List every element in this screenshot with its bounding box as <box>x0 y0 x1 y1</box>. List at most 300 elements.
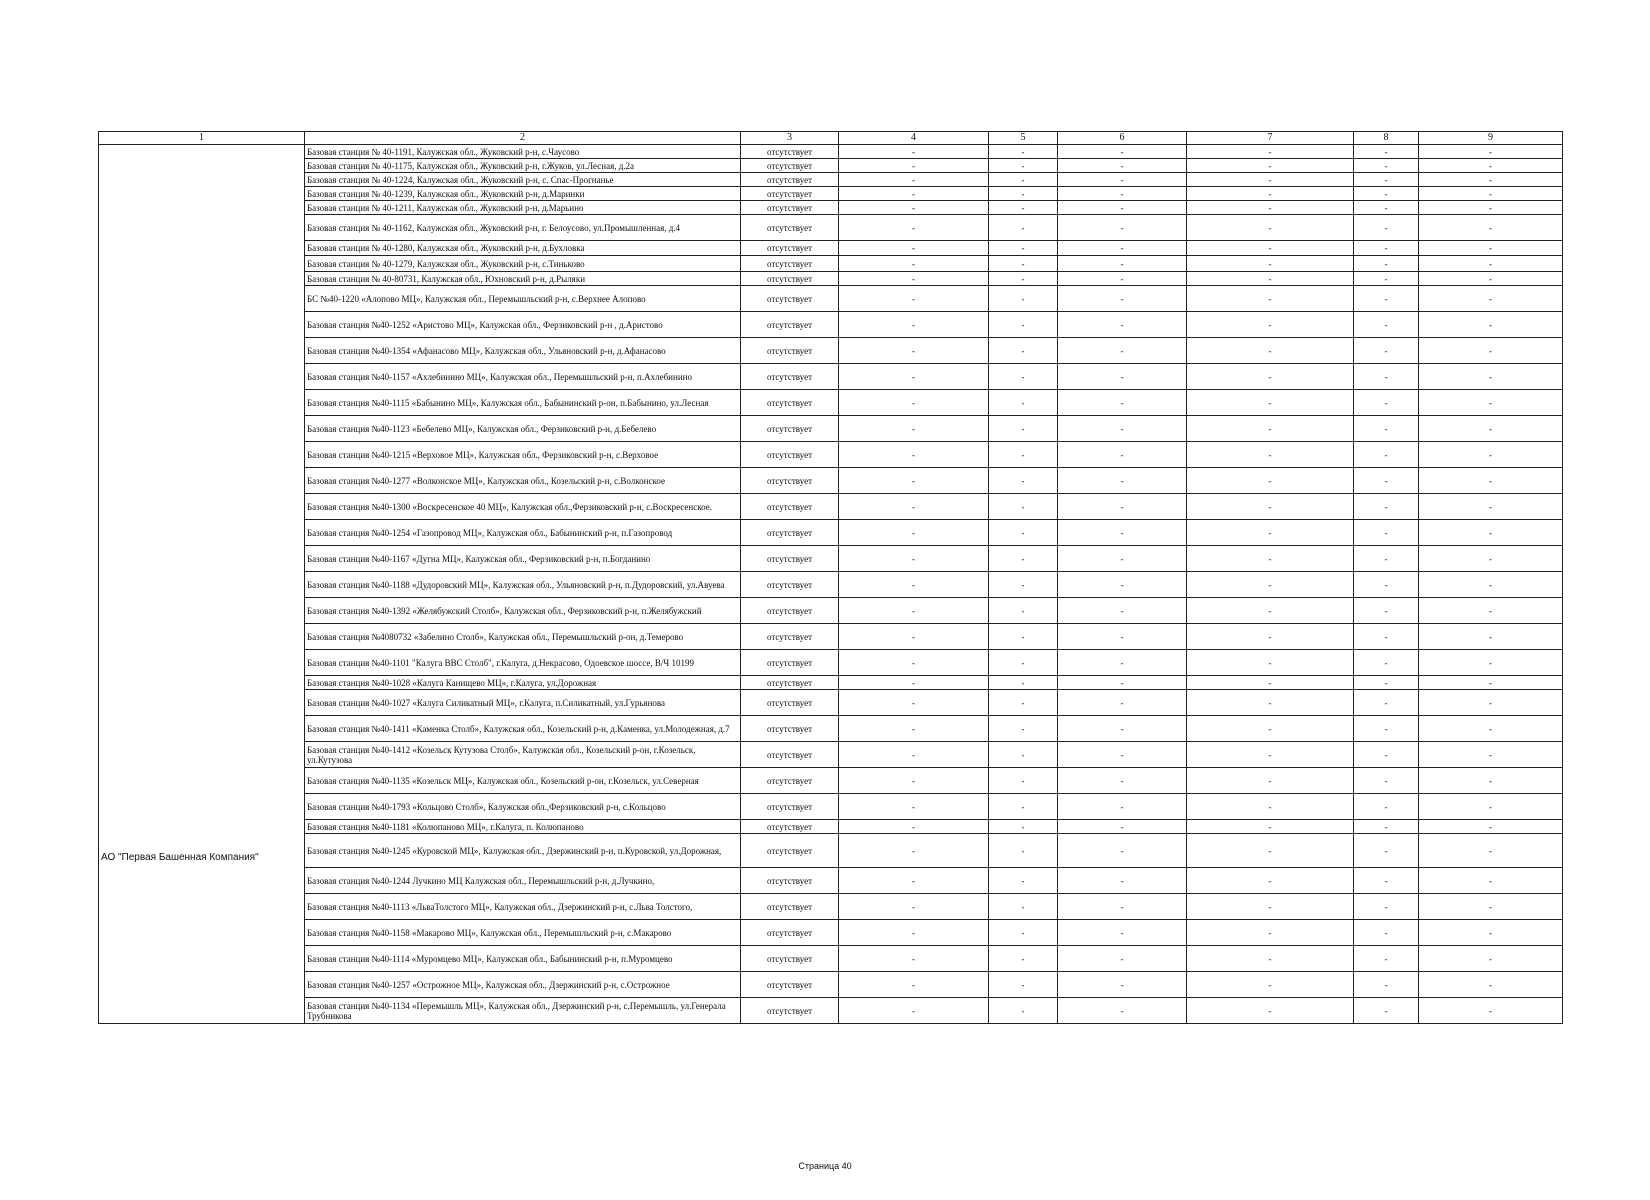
dash-cell: - <box>1354 868 1419 894</box>
dash-cell: - <box>839 894 989 920</box>
table-row <box>99 272 1563 286</box>
dash-cell: - <box>1058 272 1187 286</box>
dash-cell: - <box>839 650 989 676</box>
dash-cell: - <box>839 834 989 868</box>
table-row <box>99 742 1563 768</box>
dash-cell: - <box>1058 676 1187 690</box>
dash-cell: - <box>1419 972 1563 998</box>
dash-cell: - <box>1058 742 1187 768</box>
dash-cell: - <box>1354 338 1419 364</box>
dash-cell: - <box>1354 468 1419 494</box>
station-description: Базовая станция №40-1028 «Калуга Канищево МЦ», г.Калуга, ул.Дорожная <box>305 676 741 690</box>
dash-cell: - <box>1187 201 1354 215</box>
dash-cell: - <box>1058 946 1187 972</box>
dash-cell: - <box>1354 159 1419 173</box>
table-row <box>99 145 1563 159</box>
dash-cell: - <box>1419 312 1563 338</box>
table-row <box>99 894 1563 920</box>
dash-cell: - <box>1187 338 1354 364</box>
station-description: Базовая станция №40-1113 «ЛьваТолстого МЦ», Калужская обл., Дзержинский р-н, с.Льва Толстого, <box>305 894 741 920</box>
dash-cell: - <box>1419 187 1563 201</box>
station-description: Базовая станция №40-1101 "Калуга ВВС Столб", г.Калуга, д.Некрасово, Одоевское шоссе, В/Ч 10199 <box>305 650 741 676</box>
station-description: Базовая станция №40-1411 «Каменка Столб», Калужская обл., Козельский р-н, д.Каменка, ул.Молодежная, д.7 <box>305 716 741 742</box>
status-cell: отсутствует <box>741 159 839 173</box>
dash-cell: - <box>1187 920 1354 946</box>
dash-cell: - <box>839 768 989 794</box>
dash-cell: - <box>1187 546 1354 572</box>
station-description: Базовая станция №40-1252 «Аристово МЦ», Калужская обл., Ферзиковский р-н , д.Аристово <box>305 312 741 338</box>
dash-cell: - <box>1058 215 1187 241</box>
dash-cell: - <box>1058 201 1187 215</box>
status-cell: отсутствует <box>741 272 839 286</box>
dash-cell: - <box>989 494 1058 520</box>
dash-cell: - <box>1419 468 1563 494</box>
station-description: Базовая станция №40-1245 «Куровской МЦ», Калужская обл., Дзержинский р-н, п.Куровской, ул.Дорожная, <box>305 834 741 868</box>
dash-cell: - <box>1354 834 1419 868</box>
dash-cell: - <box>1419 998 1563 1024</box>
status-cell: отсутствует <box>741 520 839 546</box>
table-row <box>99 716 1563 742</box>
status-cell: отсутствует <box>741 390 839 416</box>
document-table <box>98 131 1563 1024</box>
dash-cell: - <box>1419 920 1563 946</box>
dash-cell: - <box>1187 676 1354 690</box>
dash-cell: - <box>1354 312 1419 338</box>
station-description: Базовая станция №40-1392 «Желябужский Столб», Калужская обл., Ферзиковский р-н, п.Желябужский <box>305 598 741 624</box>
dash-cell: - <box>989 187 1058 201</box>
table-row <box>99 201 1563 215</box>
status-cell: отсутствует <box>741 676 839 690</box>
dash-cell: - <box>1058 145 1187 159</box>
dash-cell: - <box>1187 946 1354 972</box>
dash-cell: - <box>1354 173 1419 187</box>
station-description: Базовая станция №40-1181 «Колюпаново МЦ», г.Калуга, п. Колюпаново <box>305 820 741 834</box>
table-row <box>99 256 1563 272</box>
table-row <box>99 187 1563 201</box>
table-row <box>99 598 1563 624</box>
dash-cell: - <box>1187 416 1354 442</box>
status-cell: отсутствует <box>741 972 839 998</box>
column-header: 8 <box>1354 132 1419 145</box>
dash-cell: - <box>1354 286 1419 312</box>
dash-cell: - <box>1419 572 1563 598</box>
status-cell: отсутствует <box>741 145 839 159</box>
dash-cell: - <box>1354 624 1419 650</box>
table-row <box>99 173 1563 187</box>
table-row <box>99 868 1563 894</box>
table-row <box>99 520 1563 546</box>
dash-cell: - <box>989 338 1058 364</box>
dash-cell: - <box>1058 716 1187 742</box>
station-description: Базовая станция №40-1300 «Воскресенское 40 МЦ», Калужская обл.,Ферзиковский р-н, с.Воскресенское. <box>305 494 741 520</box>
dash-cell: - <box>839 272 989 286</box>
status-cell: отсутствует <box>741 894 839 920</box>
dash-cell: - <box>989 468 1058 494</box>
dash-cell: - <box>1354 998 1419 1024</box>
dash-cell: - <box>839 794 989 820</box>
dash-cell: - <box>839 145 989 159</box>
status-cell: отсутствует <box>741 998 839 1024</box>
table-row <box>99 546 1563 572</box>
dash-cell: - <box>989 598 1058 624</box>
dash-cell: - <box>839 742 989 768</box>
table-row <box>99 972 1563 998</box>
station-description: БС №40-1220 «Алопово МЦ», Калужская обл., Перемышльский р-н, с.Верхнее Алопово <box>305 286 741 312</box>
dash-cell: - <box>1058 998 1187 1024</box>
dash-cell: - <box>839 546 989 572</box>
table-row <box>99 312 1563 338</box>
dash-cell: - <box>1187 390 1354 416</box>
status-cell: отсутствует <box>741 338 839 364</box>
dash-cell: - <box>1187 520 1354 546</box>
station-description: Базовая станция № 40-1162, Калужская обл., Жуковский р-н, г. Белоусово, ул.Промышленная, д.4 <box>305 215 741 241</box>
dash-cell: - <box>989 390 1058 416</box>
dash-cell: - <box>1354 690 1419 716</box>
dash-cell: - <box>1419 215 1563 241</box>
dash-cell: - <box>989 768 1058 794</box>
dash-cell: - <box>839 390 989 416</box>
dash-cell: - <box>1058 768 1187 794</box>
dash-cell: - <box>1419 768 1563 794</box>
dash-cell: - <box>1058 416 1187 442</box>
station-description: Базовая станция №40-1115 «Бабынино МЦ», Калужская обл., Бабынинский р-он, п.Бабынино, ул.Лесная <box>305 390 741 416</box>
dash-cell: - <box>1419 364 1563 390</box>
dash-cell: - <box>1058 390 1187 416</box>
dash-cell: - <box>989 215 1058 241</box>
status-cell: отсутствует <box>741 920 839 946</box>
dash-cell: - <box>1419 716 1563 742</box>
dash-cell: - <box>1058 520 1187 546</box>
dash-cell: - <box>1058 241 1187 256</box>
dash-cell: - <box>1354 676 1419 690</box>
station-description: Базовая станция № 40-1239, Калужская обл., Жуковский р-н, д.Маринки <box>305 187 741 201</box>
dash-cell: - <box>1419 520 1563 546</box>
table-row <box>99 338 1563 364</box>
dash-cell: - <box>989 998 1058 1024</box>
dash-cell: - <box>1419 676 1563 690</box>
status-cell: отсутствует <box>741 256 839 272</box>
status-cell: отсутствует <box>741 468 839 494</box>
dash-cell: - <box>1187 650 1354 676</box>
table-row <box>99 998 1563 1024</box>
station-description: Базовая станция №40-1157 «Ахлебинино МЦ», Калужская обл., Перемышльский р-н, п.Ахлебинино <box>305 364 741 390</box>
status-cell: отсутствует <box>741 834 839 868</box>
table-row <box>99 946 1563 972</box>
dash-cell: - <box>989 272 1058 286</box>
dash-cell: - <box>989 946 1058 972</box>
dash-cell: - <box>1058 256 1187 272</box>
dash-cell: - <box>1058 794 1187 820</box>
column-header: 3 <box>741 132 839 145</box>
station-description: Базовая станция №40-1254 «Газопровод МЦ», Калужская обл., Бабынинский р-н, п.Газопровод <box>305 520 741 546</box>
station-description: Базовая станция №40-1158 «Макарово МЦ», Калужская обл., Перемышльский р-н, с.Макарово <box>305 920 741 946</box>
dash-cell: - <box>1419 286 1563 312</box>
table-row <box>99 624 1563 650</box>
dash-cell: - <box>1058 920 1187 946</box>
dash-cell: - <box>989 894 1058 920</box>
status-cell: отсутствует <box>741 241 839 256</box>
station-description: Базовая станция №40-1793 «Кольцово Столб», Калужская обл.,Ферзиковский р-н, с.Кольцово <box>305 794 741 820</box>
dash-cell: - <box>1058 572 1187 598</box>
status-cell: отсутствует <box>741 572 839 598</box>
status-cell: отсутствует <box>741 868 839 894</box>
station-description: Базовая станция №40-1244 Лучкино МЦ Калужская обл., Перемышльский р-н, д.Лучкино, <box>305 868 741 894</box>
dash-cell: - <box>839 312 989 338</box>
column-header: 7 <box>1187 132 1354 145</box>
dash-cell: - <box>1419 390 1563 416</box>
dash-cell: - <box>839 998 989 1024</box>
dash-cell: - <box>839 416 989 442</box>
dash-cell: - <box>1058 364 1187 390</box>
dash-cell: - <box>1419 650 1563 676</box>
dash-cell: - <box>1354 946 1419 972</box>
dash-cell: - <box>1354 794 1419 820</box>
dash-cell: - <box>989 201 1058 215</box>
dash-cell: - <box>1058 624 1187 650</box>
station-description: Базовая станция №40-1257 «Острожное МЦ», Калужская обл., Дзержинский р-н, с.Острожное <box>305 972 741 998</box>
station-description: Базовая станция № 40-1191, Калужская обл., Жуковский р-н, с.Чаусово <box>305 145 741 159</box>
dash-cell: - <box>1419 256 1563 272</box>
dash-cell: - <box>1187 215 1354 241</box>
dash-cell: - <box>1187 286 1354 312</box>
dash-cell: - <box>839 598 989 624</box>
dash-cell: - <box>1354 920 1419 946</box>
dash-cell: - <box>989 173 1058 187</box>
dash-cell: - <box>1187 145 1354 159</box>
dash-cell: - <box>1354 215 1419 241</box>
dash-cell: - <box>989 364 1058 390</box>
dash-cell: - <box>1187 159 1354 173</box>
dash-cell: - <box>1187 742 1354 768</box>
dash-cell: - <box>1058 312 1187 338</box>
dash-cell: - <box>1187 834 1354 868</box>
status-cell: отсутствует <box>741 946 839 972</box>
table-body <box>99 145 1563 1024</box>
dash-cell: - <box>1419 416 1563 442</box>
dash-cell: - <box>1058 286 1187 312</box>
column-header: 1 <box>99 132 305 145</box>
table-row <box>99 442 1563 468</box>
status-cell: отсутствует <box>741 416 839 442</box>
dash-cell: - <box>989 794 1058 820</box>
dash-cell: - <box>1058 546 1187 572</box>
dash-cell: - <box>839 972 989 998</box>
dash-cell: - <box>989 520 1058 546</box>
status-cell: отсутствует <box>741 768 839 794</box>
status-cell: отсутствует <box>741 173 839 187</box>
status-cell: отсутствует <box>741 364 839 390</box>
organization-cell: АО "Первая Башенная Компания" <box>99 145 305 1024</box>
table-row <box>99 690 1563 716</box>
dash-cell: - <box>1058 494 1187 520</box>
dash-cell: - <box>1419 742 1563 768</box>
dash-cell: - <box>1187 998 1354 1024</box>
table-row <box>99 468 1563 494</box>
station-description: Базовая станция № 40-1175, Калужская обл., Жуковский р-н, г.Жуков, ул.Лесная, д.2а <box>305 159 741 173</box>
dash-cell: - <box>1419 159 1563 173</box>
station-description: Базовая станция №40-1123 «Бебелево МЦ», Калужская обл., Ферзиковский р-н, д.Бебелево <box>305 416 741 442</box>
dash-cell: - <box>989 834 1058 868</box>
table-row <box>99 494 1563 520</box>
column-header: 4 <box>839 132 989 145</box>
dash-cell: - <box>1058 338 1187 364</box>
dash-cell: - <box>839 215 989 241</box>
status-cell: отсутствует <box>741 690 839 716</box>
dash-cell: - <box>1187 690 1354 716</box>
table-row <box>99 834 1563 868</box>
dash-cell: - <box>1419 546 1563 572</box>
dash-cell: - <box>1058 834 1187 868</box>
dash-cell: - <box>1419 338 1563 364</box>
table-row <box>99 676 1563 690</box>
dash-cell: - <box>1419 868 1563 894</box>
dash-cell: - <box>1354 598 1419 624</box>
status-cell: отсутствует <box>741 215 839 241</box>
dash-cell: - <box>1419 946 1563 972</box>
header-row <box>99 132 1563 145</box>
dash-cell: - <box>1419 201 1563 215</box>
dash-cell: - <box>1187 187 1354 201</box>
table-row <box>99 364 1563 390</box>
station-description: Базовая станция №40-1027 «Калуга Силикатный МЦ», г.Калуга, п.Силикатный, ул.Гурьянова <box>305 690 741 716</box>
dash-cell: - <box>1419 624 1563 650</box>
dash-cell: - <box>989 546 1058 572</box>
dash-cell: - <box>1058 820 1187 834</box>
dash-cell: - <box>989 256 1058 272</box>
dash-cell: - <box>1354 390 1419 416</box>
status-cell: отсутствует <box>741 820 839 834</box>
dash-cell: - <box>1354 546 1419 572</box>
dash-cell: - <box>1187 256 1354 272</box>
dash-cell: - <box>989 442 1058 468</box>
dash-cell: - <box>1058 868 1187 894</box>
dash-cell: - <box>839 868 989 894</box>
status-cell: отсутствует <box>741 546 839 572</box>
status-cell: отсутствует <box>741 742 839 768</box>
dash-cell: - <box>1187 868 1354 894</box>
dash-cell: - <box>1354 650 1419 676</box>
dash-cell: - <box>1058 690 1187 716</box>
station-description: Базовая станция №40-1412 «Козельск Кутузова Столб», Калужская обл., Козельский р-он, г.Козельск, ул.Кутузова <box>305 742 741 768</box>
dash-cell: - <box>989 572 1058 598</box>
station-description: Базовая станция № 40-1224, Калужская обл., Жуковский р-н, с. Спас-Прогнанье <box>305 173 741 187</box>
dash-cell: - <box>839 187 989 201</box>
dash-cell: - <box>989 312 1058 338</box>
dash-cell: - <box>1419 834 1563 868</box>
table-row <box>99 416 1563 442</box>
dash-cell: - <box>1354 572 1419 598</box>
dash-cell: - <box>1419 241 1563 256</box>
dash-cell: - <box>1187 716 1354 742</box>
station-description: Базовая станция №40-1135 «Козельск МЦ», Калужская обл., Козельский р-он, г.Козельск, ул.Северная <box>305 768 741 794</box>
dash-cell: - <box>1187 598 1354 624</box>
status-cell: отсутствует <box>741 716 839 742</box>
status-cell: отсутствует <box>741 187 839 201</box>
dash-cell: - <box>1354 256 1419 272</box>
table-row <box>99 390 1563 416</box>
table-row <box>99 794 1563 820</box>
dash-cell: - <box>1354 494 1419 520</box>
dash-cell: - <box>1354 201 1419 215</box>
dash-cell: - <box>1058 159 1187 173</box>
dash-cell: - <box>1354 145 1419 159</box>
dash-cell: - <box>839 520 989 546</box>
dash-cell: - <box>1419 272 1563 286</box>
dash-cell: - <box>839 468 989 494</box>
column-header: 5 <box>989 132 1058 145</box>
dash-cell: - <box>839 442 989 468</box>
status-cell: отсутствует <box>741 201 839 215</box>
dash-cell: - <box>989 159 1058 173</box>
dash-cell: - <box>989 286 1058 312</box>
dash-cell: - <box>989 972 1058 998</box>
dash-cell: - <box>1419 820 1563 834</box>
dash-cell: - <box>839 159 989 173</box>
dash-cell: - <box>1419 690 1563 716</box>
station-description: Базовая станция №40-1134 «Перемышль МЦ», Калужская обл., Дзержинский р-н, с.Перемышль, ул.Генерала Трубникова <box>305 998 741 1024</box>
dash-cell: - <box>1354 272 1419 286</box>
station-description: Базовая станция № 40-80731, Калужская обл., Юхновский р-н, д.Рыляки <box>305 272 741 286</box>
station-description: Базовая станция №40-1215 «Верховое МЦ», Калужская обл., Ферзиковский р-н, с.Верховое <box>305 442 741 468</box>
dash-cell: - <box>1058 173 1187 187</box>
dash-cell: - <box>1419 494 1563 520</box>
dash-cell: - <box>839 946 989 972</box>
dash-cell: - <box>1419 794 1563 820</box>
dash-cell: - <box>1187 468 1354 494</box>
dash-cell: - <box>1058 187 1187 201</box>
status-cell: отсутствует <box>741 312 839 338</box>
table-row <box>99 650 1563 676</box>
station-description: Базовая станция №40-1167 «Дугна МЦ», Калужская обл., Ферзиковский р-н, п.Богданино <box>305 546 741 572</box>
dash-cell: - <box>1187 624 1354 650</box>
dash-cell: - <box>1058 468 1187 494</box>
dash-cell: - <box>839 364 989 390</box>
column-header: 6 <box>1058 132 1187 145</box>
station-description: Базовая станция № 40-1211, Калужская обл., Жуковский р-н, д.Марьино <box>305 201 741 215</box>
dash-cell: - <box>1187 820 1354 834</box>
dash-cell: - <box>1187 364 1354 390</box>
table-row <box>99 920 1563 946</box>
dash-cell: - <box>1187 768 1354 794</box>
dash-cell: - <box>839 676 989 690</box>
station-description: Базовая станция №40-1277 «Волконское МЦ», Калужская обл., Козельский р-н, с.Волконское <box>305 468 741 494</box>
dash-cell: - <box>1187 972 1354 998</box>
dash-cell: - <box>839 690 989 716</box>
dash-cell: - <box>1187 794 1354 820</box>
status-cell: отсутствует <box>741 650 839 676</box>
dash-cell: - <box>1058 894 1187 920</box>
dash-cell: - <box>989 742 1058 768</box>
station-description: Базовая станция №40-1354 «Афанасово МЦ», Калужская обл., Ульяновский р-н, д.Афанасово <box>305 338 741 364</box>
table-row <box>99 820 1563 834</box>
status-cell: отсутствует <box>741 794 839 820</box>
dash-cell: - <box>989 920 1058 946</box>
dash-cell: - <box>1354 716 1419 742</box>
dash-cell: - <box>1058 598 1187 624</box>
dash-cell: - <box>989 650 1058 676</box>
dash-cell: - <box>989 868 1058 894</box>
dash-cell: - <box>1187 494 1354 520</box>
dash-cell: - <box>839 920 989 946</box>
dash-cell: - <box>989 145 1058 159</box>
table-row <box>99 286 1563 312</box>
dash-cell: - <box>989 241 1058 256</box>
dash-cell: - <box>1419 442 1563 468</box>
dash-cell: - <box>989 416 1058 442</box>
column-header: 2 <box>305 132 741 145</box>
dash-cell: - <box>1187 572 1354 598</box>
dash-cell: - <box>839 338 989 364</box>
